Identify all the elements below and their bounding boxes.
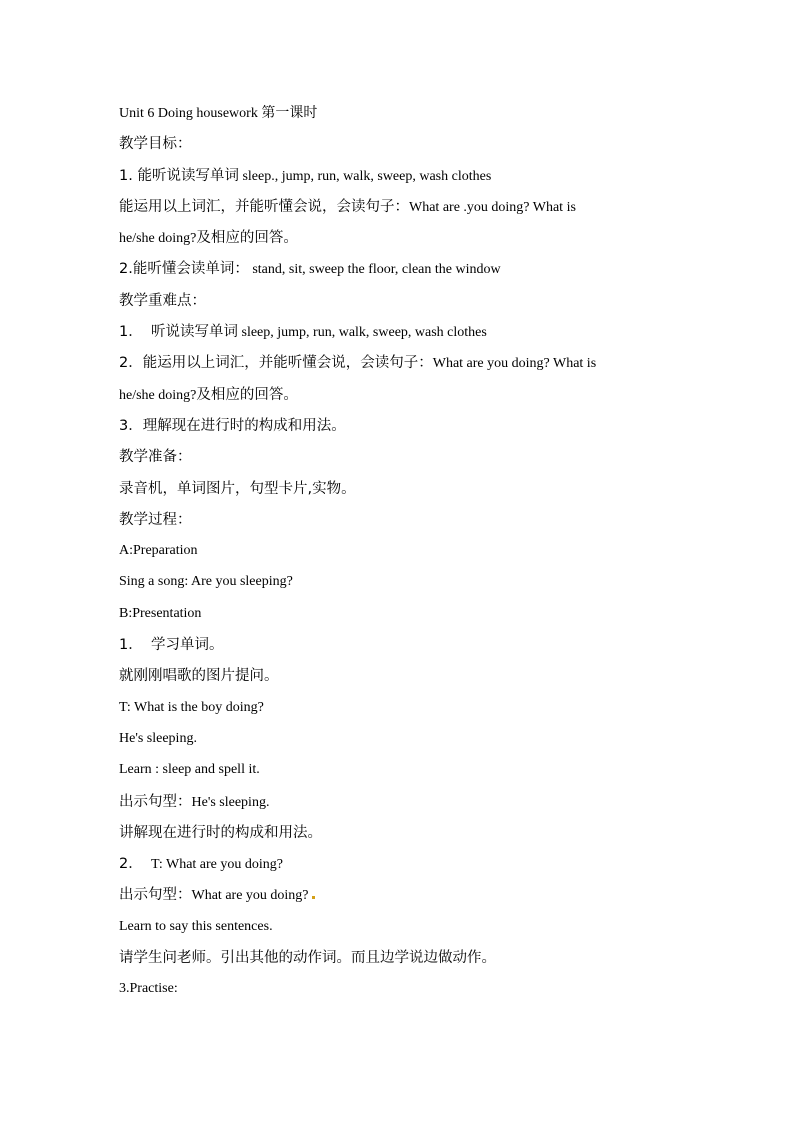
goal-1-sentence: 能运用以上词汇，并能听懂会说，会读句子：What are .you doing? What is xyxy=(119,198,576,215)
explain-line: 讲解现在进行时的构成和用法。 xyxy=(119,824,322,841)
step-1: 1． 学习单词。 xyxy=(119,637,224,654)
step-1-desc: 就刚刚唱歌的图片提问。 xyxy=(119,668,279,685)
key-point-1: 1． 听说读写单词 sleep, jump, run, walk, sweep, wash clothes xyxy=(119,324,487,341)
key-heading: 教学重难点： xyxy=(119,292,206,309)
learn-line: Learn : sleep and spell it. xyxy=(119,762,260,778)
key-point-3: 3．理解现在进行时的构成和用法。 xyxy=(119,417,346,434)
process-heading: 教学过程： xyxy=(119,511,192,528)
teacher-question: T: What is the boy doing? xyxy=(119,699,264,715)
learn-say-line: Learn to say this sentences. xyxy=(119,918,273,934)
step-2: 2． T: What are you doing? xyxy=(119,856,284,873)
show-pattern-2: 出示句型：What are you doing? xyxy=(119,883,679,914)
song-line: Sing a song: Are you sleeping? xyxy=(119,574,293,590)
section-b: B:Presentation xyxy=(119,605,202,621)
goal-1-sentence-cont: he/she doing?及相应的回答。 xyxy=(119,230,298,247)
document-body xyxy=(119,101,679,1009)
answer-line: He's sleeping. xyxy=(119,730,197,746)
section-a: A:Preparation xyxy=(119,543,198,559)
prep-heading: 教学准备： xyxy=(119,449,192,466)
goal-2: 2.能听懂会读单词： stand, sit, sweep the floor, clean the window xyxy=(119,261,501,278)
goal-1: 1. 能听说读写单词 sleep., jump, run, walk, sweep, wash clothes xyxy=(119,167,492,184)
document-title xyxy=(119,101,679,132)
goals-heading: 教学目标： xyxy=(119,136,192,153)
key-point-2: 2．能运用以上词汇，并能听懂会说，会读句子：What are you doing? What is xyxy=(119,355,597,372)
title-text: Unit 6 Doing housework 第一课时 xyxy=(119,106,318,121)
practise-heading: 3.Practise: xyxy=(119,981,178,997)
ask-teacher-line: 请学生问老师。引出其他的动作词。而且边学说边做动作。 xyxy=(119,950,496,967)
highlight-mark xyxy=(312,896,315,899)
show-pattern-1: 出示句型：He's sleeping. xyxy=(119,793,270,810)
prep-items: 录音机，单词图片，句型卡片,实物。 xyxy=(119,480,356,497)
key-point-2-cont: he/she doing?及相应的回答。 xyxy=(119,386,298,403)
